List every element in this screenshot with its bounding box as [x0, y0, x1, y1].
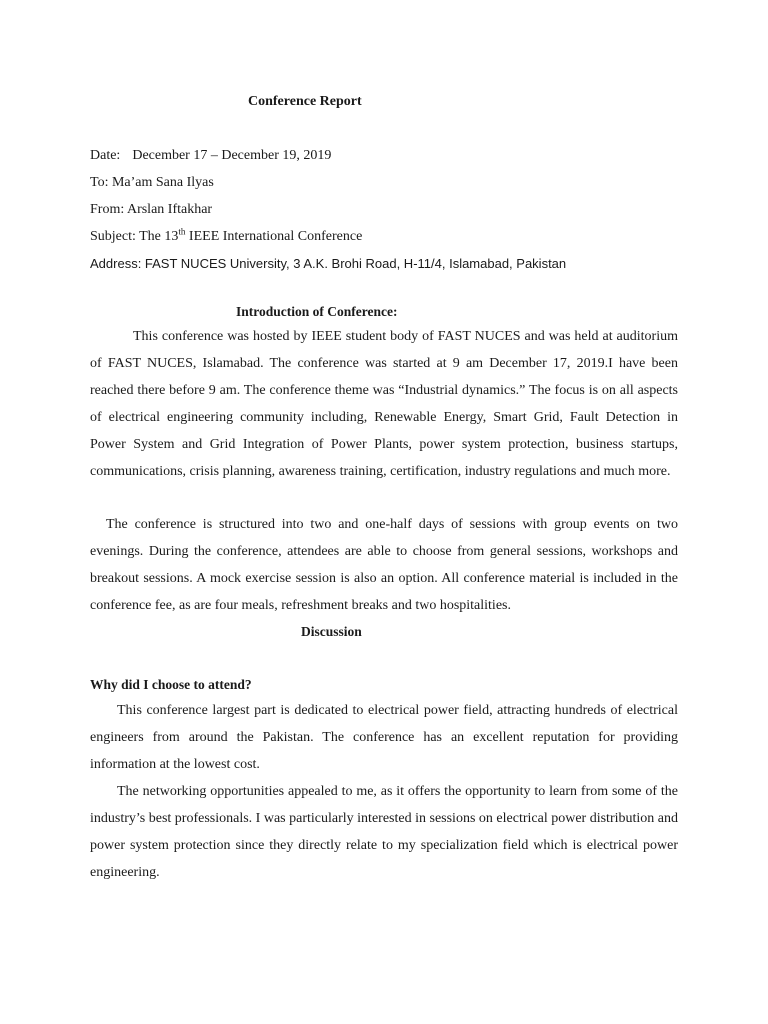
introduction-paragraph-1: This conference was hosted by IEEE student body of FAST NUCES and was held at auditorium of FAST NUCES, Islamabad. The conference was started at 9 am December 17, 2019.I have been reached there before 9 am. The conference theme was “Industrial dynamics.” The focus is on all aspects of electrical engineering community including, Renewable Energy, Smart Grid, Fault Detection in Power System and Grid Integration of Power Plants, power system protection, business startups, communications, crisis planning, awareness training, certification, industry regulations and much more. [90, 329, 678, 479]
introduction-paragraph-2: The conference is structured into two and one-half days of sessions with group events on two evenings. During the conference, attendees are able to choose from general sessions, workshops and breakout sessions. A mock exercise session is also an option. All conference material is included in the conference fee, as are four meals, refreshment breaks and two hospitalities. [90, 517, 678, 613]
subject-prefix: Subject: The 13 [90, 229, 179, 244]
date-value: December 17 – December 19, 2019 [132, 148, 332, 163]
introduction-heading: Introduction of Conference: [236, 304, 398, 319]
to-line: To: Ma’am Sana Ilyas [90, 175, 214, 190]
why-attend-heading: Why did I choose to attend? [90, 677, 252, 692]
discussion-paragraph-1: This conference largest part is dedicated to electrical power field, attracting hundreds of electrical engineers from around the Pakistan. The conference has an excellent reputation for providing information at the lowest cost. [90, 703, 678, 772]
subject-suffix: IEEE International Conference [185, 229, 363, 244]
subject-superscript: th [178, 226, 186, 237]
discussion-paragraph-2: The networking opportunities appealed to me, as it offers the opportunity to learn from some of the industry’s best professionals. I was particularly interested in sessions on electrical power distribution and power system protection since they directly relate to my specialization field which is electrical power engineering. [90, 784, 678, 880]
discussion-heading: Discussion [301, 624, 362, 639]
address-line: Address: FAST NUCES University, 3 A.K. Brohi Road, H-11/4, Islamabad, Pakistan [90, 256, 567, 271]
report-meta [90, 146, 690, 281]
from-line: From: Arslan Iftakhar [90, 202, 213, 217]
subject-line [90, 227, 690, 254]
report-title: Conference Report [248, 94, 362, 109]
date-line [90, 146, 690, 173]
date-label: Date: [90, 148, 121, 163]
